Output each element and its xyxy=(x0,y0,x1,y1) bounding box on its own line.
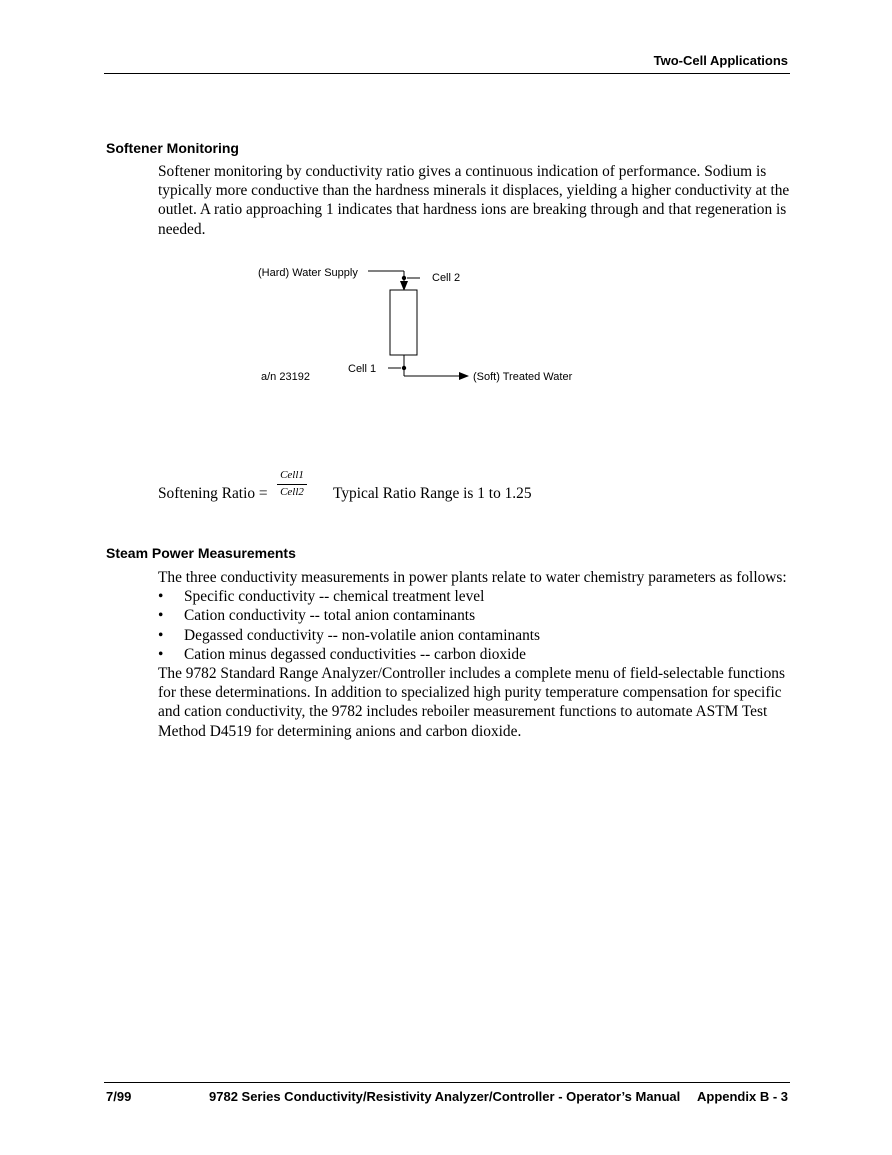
list-item-text: Specific conductivity -- chemical treatment level xyxy=(184,588,485,606)
list-item-text: Cation conductivity -- total anion contaminants xyxy=(184,607,476,625)
steam-body xyxy=(158,568,790,741)
steam-intro: The three conductivity measurements in power plants relate to water chemistry parameters as follows: xyxy=(158,569,787,586)
footer-page-number: Appendix B - 3 xyxy=(696,1089,788,1104)
footer-manual-title: 9782 Series Conductivity/Resistivity Analyzer/Controller - Operator’s Manual xyxy=(209,1089,681,1104)
softener-heading: Softener Monitoring xyxy=(106,140,239,156)
typical-ratio-range: Typical Ratio Range is 1 to 1.25 xyxy=(333,485,532,502)
cell1-junction xyxy=(402,366,406,370)
list-item xyxy=(158,645,790,664)
running-header: Two-Cell Applications xyxy=(653,53,788,68)
ratio-fraction-bar xyxy=(277,484,307,485)
steam-bullet-list xyxy=(158,587,790,664)
ratio-label: Softening Ratio = xyxy=(158,485,268,502)
steam-closing: The 9782 Standard Range Analyzer/Controller includes a complete menu of field-selectable functions for these determinations. In addition to specialized high purity temperature compensation for specific and cation conductivity, the 9782 includes reboiler measurement functions to automate ASTM Test Method D4519 for determining anions and carbon dioxide. xyxy=(158,665,785,740)
softener-paragraph-text: Softener monitoring by conductivity ratio gives a continuous indication of performance. Sodium is typically more conductive than the hardness minerals it displaces, yielding a higher conductivity at the outlet. A ratio approaching 1 indicates that hardness ions are breaking through and that regeneration is needed. xyxy=(158,163,790,238)
supply-label: (Hard) Water Supply xyxy=(258,267,358,279)
steam-heading: Steam Power Measurements xyxy=(106,545,296,561)
bullet-icon: • xyxy=(158,607,164,625)
cell1-label: Cell 1 xyxy=(348,363,377,375)
footer-rule xyxy=(104,1082,790,1083)
cell2-junction xyxy=(402,276,406,280)
cell2-label: Cell 2 xyxy=(432,272,461,284)
ratio-denominator: Cell2 xyxy=(280,486,304,498)
list-item-text: Cation minus degassed conductivities -- carbon dioxide xyxy=(184,645,526,663)
ratio-numerator: Cell1 xyxy=(280,469,304,481)
bullet-icon: • xyxy=(158,645,164,663)
drawing-number: a/n 23192 xyxy=(261,371,310,383)
list-item xyxy=(158,626,790,645)
softener-column xyxy=(390,290,417,355)
bullet-icon: • xyxy=(158,588,164,606)
list-item-text: Degassed conductivity -- non-volatile anion contaminants xyxy=(184,626,541,644)
list-item xyxy=(158,587,790,606)
list-item xyxy=(158,606,790,625)
bullet-icon: • xyxy=(158,626,164,644)
treated-water-label: (Soft) Treated Water xyxy=(473,371,573,383)
footer-date: 7/99 xyxy=(106,1089,132,1104)
